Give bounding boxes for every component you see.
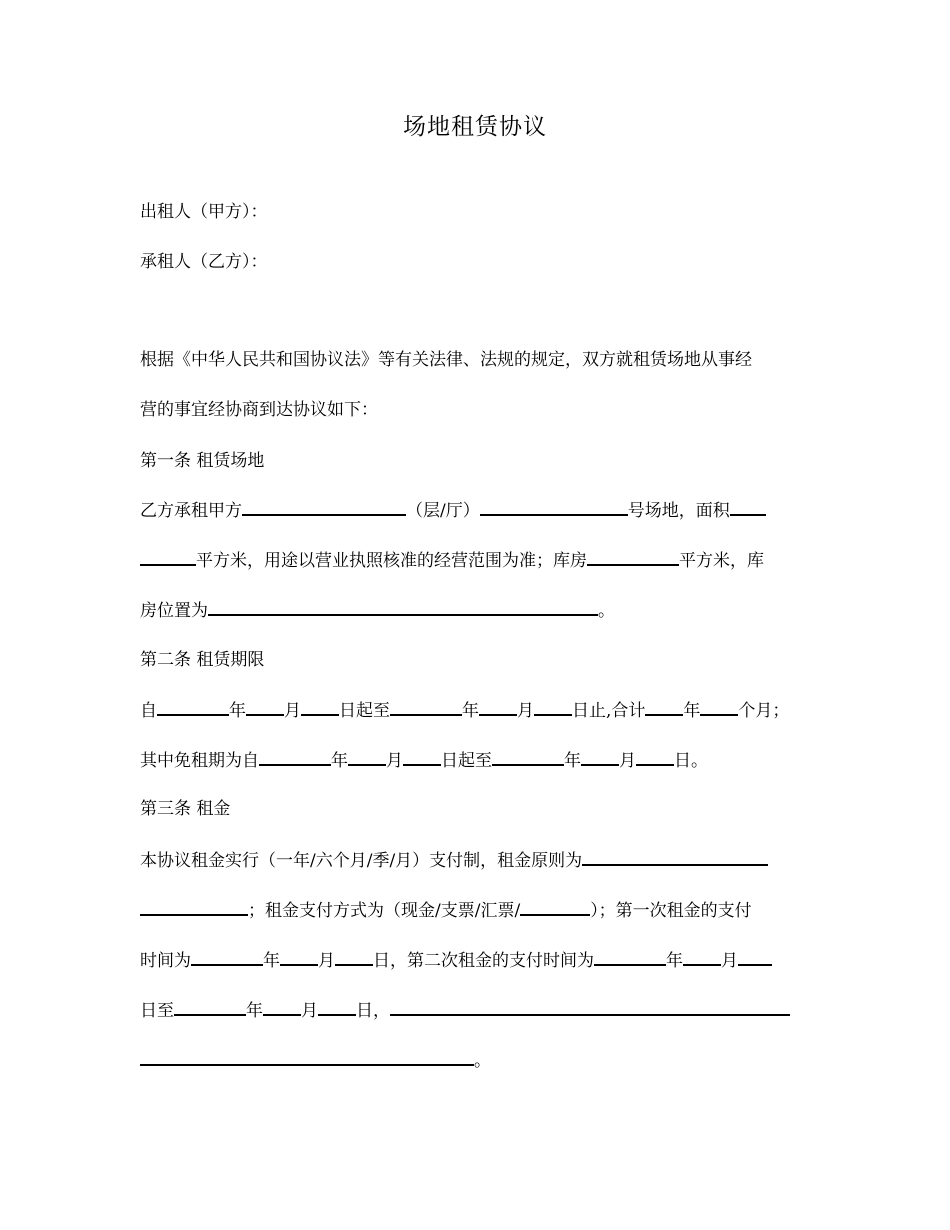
blank-payment-other bbox=[520, 898, 590, 916]
article-3-line-1 bbox=[140, 848, 768, 873]
blank bbox=[479, 698, 517, 716]
text: 。 bbox=[474, 1051, 491, 1071]
blank bbox=[645, 698, 683, 716]
text: 自 bbox=[140, 701, 157, 721]
blank bbox=[700, 698, 738, 716]
text: 年 bbox=[263, 951, 280, 971]
text: 日至 bbox=[140, 1001, 174, 1021]
blank-remarks-cont bbox=[140, 1048, 474, 1066]
text: 月 bbox=[619, 751, 636, 771]
preamble-line-2: 营的事宜经协商到达协议如下： bbox=[140, 400, 378, 420]
text: 年 bbox=[666, 951, 683, 971]
article-3-line-2 bbox=[140, 898, 752, 923]
text: 年 bbox=[229, 701, 246, 721]
text: 日止,合计 bbox=[572, 701, 646, 721]
text: 乙方承租甲方 bbox=[140, 501, 242, 521]
blank bbox=[492, 748, 564, 766]
text: 年 bbox=[683, 701, 701, 721]
blank bbox=[581, 748, 619, 766]
text: ；租金支付方式为（现金/支票/汇票/ bbox=[248, 901, 521, 921]
blank bbox=[335, 948, 373, 966]
article-2-line-2 bbox=[140, 748, 708, 773]
text: 号场地，面积 bbox=[627, 501, 730, 521]
article-3-line-4 bbox=[140, 998, 790, 1023]
blank-stall-number bbox=[480, 498, 628, 516]
text: 平方米，库 bbox=[679, 551, 764, 571]
text: 年 bbox=[462, 701, 479, 721]
lessee-line: 承租人（乙方）： bbox=[140, 252, 268, 272]
text: ）；第一次租金的支付 bbox=[590, 901, 752, 921]
blank bbox=[191, 948, 263, 966]
text: 日起至 bbox=[339, 701, 390, 721]
preamble-line-1: 根据《中华人民共和国协议法》等有关法律、法规的规定，双方就租赁场地从事经 bbox=[140, 350, 752, 370]
blank bbox=[174, 998, 246, 1016]
blank bbox=[259, 748, 331, 766]
blank-remarks bbox=[390, 998, 790, 1016]
text: 月 bbox=[386, 751, 403, 771]
blank-floor bbox=[242, 498, 406, 516]
text: 月 bbox=[318, 951, 335, 971]
text: 其中免租期为自 bbox=[140, 751, 259, 771]
text: 月 bbox=[301, 1001, 318, 1021]
blank bbox=[280, 948, 318, 966]
blank bbox=[301, 698, 339, 716]
text: 平方米，用途以营业执照核准的经营范围为准；库房 bbox=[196, 551, 587, 571]
article-3-heading: 第三条 租金 bbox=[140, 799, 231, 819]
blank bbox=[390, 698, 462, 716]
blank-storage-location bbox=[208, 598, 598, 616]
article-3-line-3 bbox=[140, 948, 772, 973]
text: 日起至 bbox=[441, 751, 492, 771]
article-1-line-1 bbox=[140, 498, 766, 523]
text: （层/厅） bbox=[406, 501, 480, 521]
text: 房位置为 bbox=[140, 601, 208, 621]
text: 时间为 bbox=[140, 951, 191, 971]
blank bbox=[348, 748, 386, 766]
blank bbox=[738, 948, 772, 966]
blank bbox=[157, 698, 229, 716]
text: 本协议租金实行（一年/六个月/季/月）支付制，租金原则为 bbox=[140, 851, 583, 871]
blank bbox=[683, 948, 721, 966]
blank bbox=[246, 698, 284, 716]
lessor-line: 出租人（甲方）： bbox=[140, 202, 268, 222]
blank-storage-area bbox=[587, 548, 679, 566]
article-3-line-5 bbox=[140, 1048, 491, 1073]
document-title: 场地租赁协议 bbox=[403, 114, 547, 140]
article-1-line-3 bbox=[140, 598, 615, 623]
article-1-heading: 第一条 租赁场地 bbox=[140, 451, 265, 471]
text: 日，第二次租金的支付时间为 bbox=[373, 951, 594, 971]
blank-rent-principle bbox=[582, 848, 768, 866]
text: 年 bbox=[331, 751, 348, 771]
blank bbox=[263, 998, 301, 1016]
text: 日。 bbox=[674, 751, 708, 771]
blank bbox=[403, 748, 441, 766]
text: 个月； bbox=[738, 701, 790, 721]
text: 月 bbox=[284, 701, 301, 721]
blank bbox=[318, 998, 356, 1016]
text: 年 bbox=[246, 1001, 263, 1021]
text: 。 bbox=[598, 601, 615, 621]
blank bbox=[594, 948, 666, 966]
text: 月 bbox=[517, 701, 534, 721]
article-2-line-1 bbox=[140, 698, 789, 723]
blank-rent-principle-cont bbox=[140, 898, 248, 916]
blank-area-cont bbox=[140, 548, 196, 566]
text: 月 bbox=[721, 951, 738, 971]
text: 年 bbox=[564, 751, 581, 771]
blank-area bbox=[730, 498, 766, 516]
text: 日， bbox=[356, 1001, 390, 1021]
blank bbox=[534, 698, 572, 716]
blank bbox=[636, 748, 674, 766]
article-2-heading: 第二条 租赁期限 bbox=[140, 650, 265, 670]
article-1-line-2 bbox=[140, 548, 764, 573]
